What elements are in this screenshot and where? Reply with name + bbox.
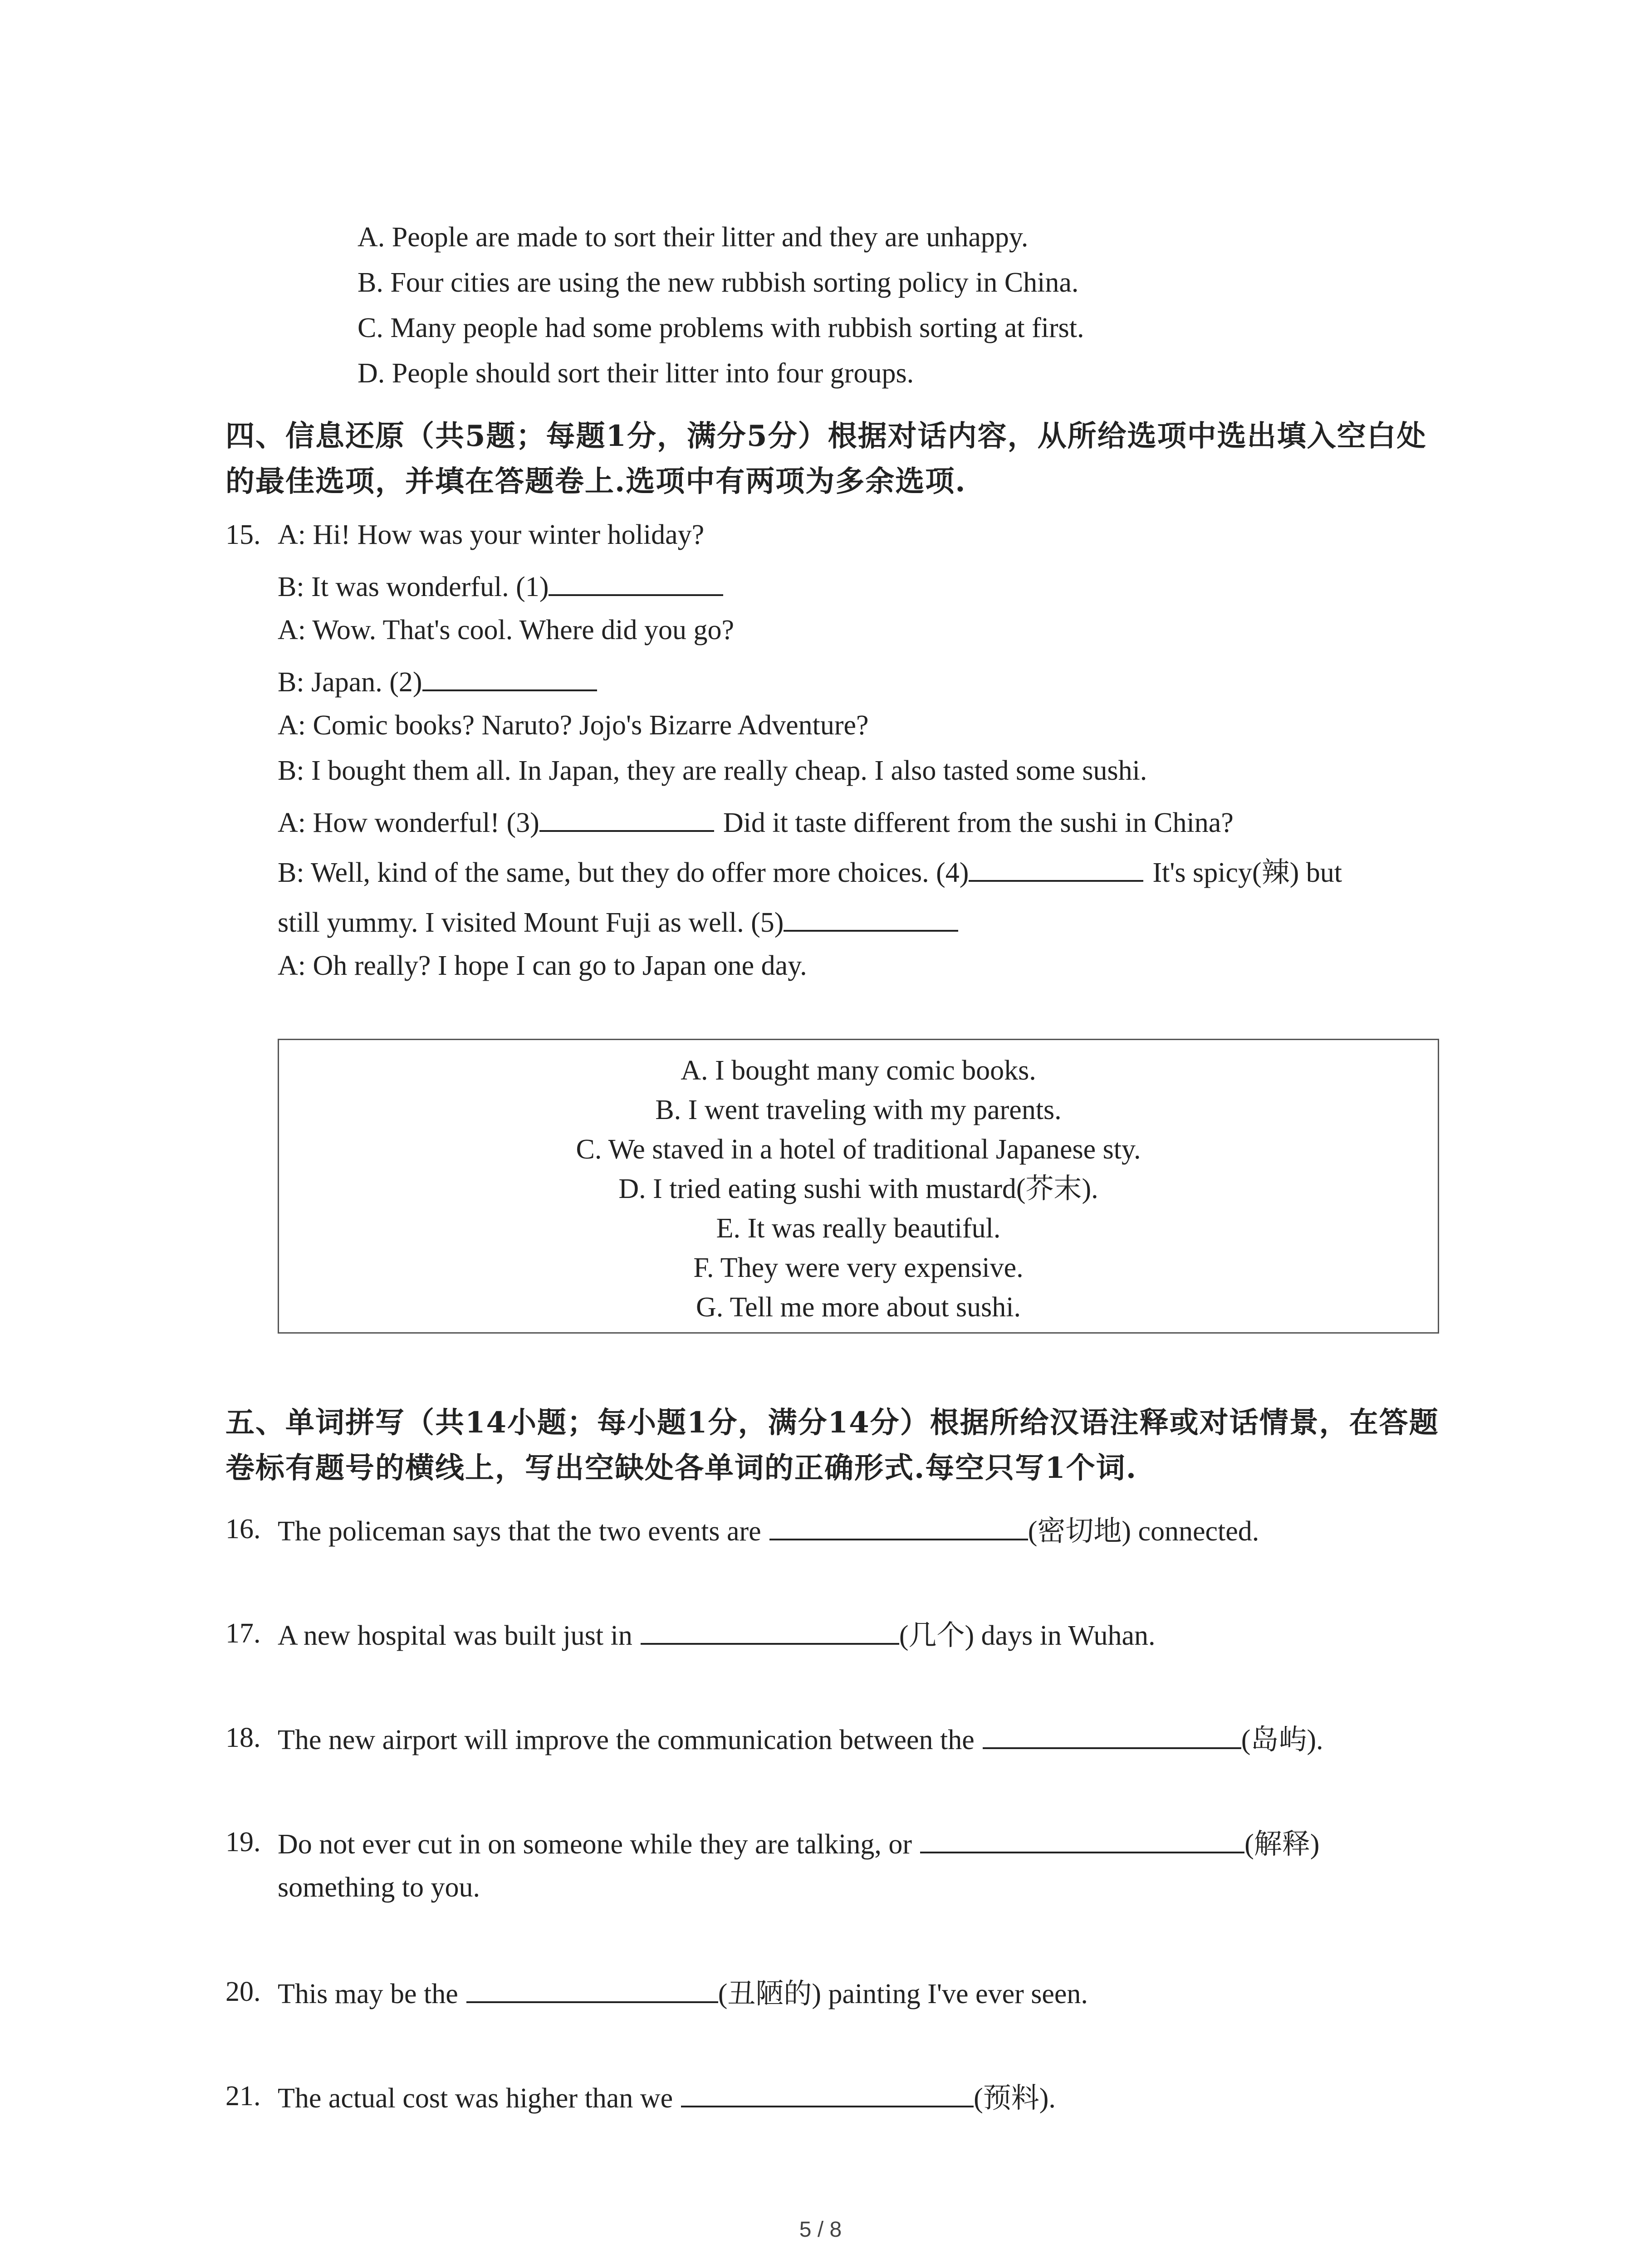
- section4-heading-line1: 四、信息还原（共5题；每题1分，满分5分）根据对话内容，从所给选项中选出填入空白处: [225, 419, 1427, 453]
- option-a: A. I bought many comic books.: [681, 1055, 1036, 1086]
- question-number: 15.: [225, 519, 261, 550]
- answer-blank[interactable]: [539, 807, 714, 832]
- section5-heading-line1: 五、单词拼写（共14小题；每小题1分，满分14分）根据所给汉语注释或对话情景，在答题: [225, 1406, 1439, 1440]
- answer-blank[interactable]: [641, 1619, 899, 1645]
- option-e: E. It was really beautiful.: [716, 1213, 1001, 1244]
- section4-heading-line2: 的最佳选项，并填在答题卷上.选项中有两项为多余选项.: [225, 464, 966, 499]
- dialogue-line: B: Well, kind of the same, but they do offer more choices. (4) It's spicy(辣) but: [278, 857, 1342, 888]
- question-number: 18.: [225, 1722, 261, 1753]
- dialogue-line: A: How wonderful! (3) Did it taste different from the sushi in China?: [278, 807, 1234, 838]
- q14-option-c: C. Many people had some problems with rubbish sorting at first.: [358, 313, 1084, 343]
- question-number: 17.: [225, 1618, 261, 1649]
- q14-option-b: B. Four cities are using the new rubbish sorting policy in China.: [358, 267, 1079, 298]
- page-number: 5 / 8: [799, 2218, 842, 2242]
- option-c: C. We staved in a hotel of traditional Japanese sty.: [576, 1134, 1141, 1165]
- dialogue-line: B: Japan. (2): [278, 666, 597, 696]
- answer-blank[interactable]: [466, 1978, 718, 2003]
- dialogue-line: B: I bought them all. In Japan, they are really cheap. I also tasted some sushi.: [278, 755, 1147, 786]
- option-b: B. I went traveling with my parents.: [655, 1095, 1062, 1125]
- dialogue-line: A: Oh really? I hope I can go to Japan one day.: [278, 950, 807, 981]
- spelling-question: The actual cost was higher than we (预料).: [278, 2083, 1056, 2114]
- answer-blank[interactable]: [983, 1724, 1241, 1749]
- answer-blank[interactable]: [549, 571, 723, 596]
- section5-heading-line2: 卷标有题号的横线上，写出空缺处各单词的正确形式.每空只写1个词.: [225, 1451, 1137, 1485]
- spelling-question: The new airport will improve the communication between the (岛屿).: [278, 1725, 1323, 1755]
- spelling-question: This may be the (丑陋的) painting I've ever seen.: [278, 1979, 1088, 2009]
- spelling-continuation: something to you.: [278, 1872, 480, 1903]
- answer-blank[interactable]: [969, 856, 1143, 882]
- options-box: [278, 1039, 1439, 1334]
- dialogue-line: still yummy. I visited Mount Fuji as well. (5): [278, 906, 958, 937]
- q14-option-a: A. People are made to sort their litter and they are unhappy.: [358, 222, 1029, 253]
- dialogue-line: A: Comic books? Naruto? Jojo's Bizarre Adventure?: [278, 710, 869, 741]
- question-number: 20.: [225, 1976, 261, 2007]
- option-d: D. I tried eating sushi with mustard(芥末).: [618, 1173, 1098, 1204]
- option-g: G. Tell me more about sushi.: [696, 1292, 1021, 1323]
- answer-blank[interactable]: [422, 666, 597, 691]
- dialogue-line: A: Hi! How was your winter holiday?: [278, 519, 705, 550]
- dialogue-line: B: It was wonderful. (1): [278, 571, 723, 601]
- spelling-question: A new hospital was built just in (几个) days in Wuhan.: [278, 1620, 1156, 1651]
- q14-option-d: D. People should sort their litter into four groups.: [358, 358, 914, 389]
- option-f: F. They were very expensive.: [693, 1252, 1024, 1283]
- spelling-question: The policeman says that the two events are (密切地) connected.: [278, 1516, 1259, 1547]
- answer-blank[interactable]: [784, 906, 958, 932]
- answer-blank[interactable]: [920, 1828, 1244, 1853]
- question-number: 21.: [225, 2081, 261, 2112]
- answer-blank[interactable]: [769, 1515, 1028, 1540]
- question-number: 19.: [225, 1827, 261, 1857]
- dialogue-line: A: Wow. That's cool. Where did you go?: [278, 615, 735, 645]
- spelling-question: Do not ever cut in on someone while they are talking, or (解释): [278, 1829, 1320, 1860]
- answer-blank[interactable]: [681, 2082, 974, 2107]
- question-number: 16.: [225, 1514, 261, 1545]
